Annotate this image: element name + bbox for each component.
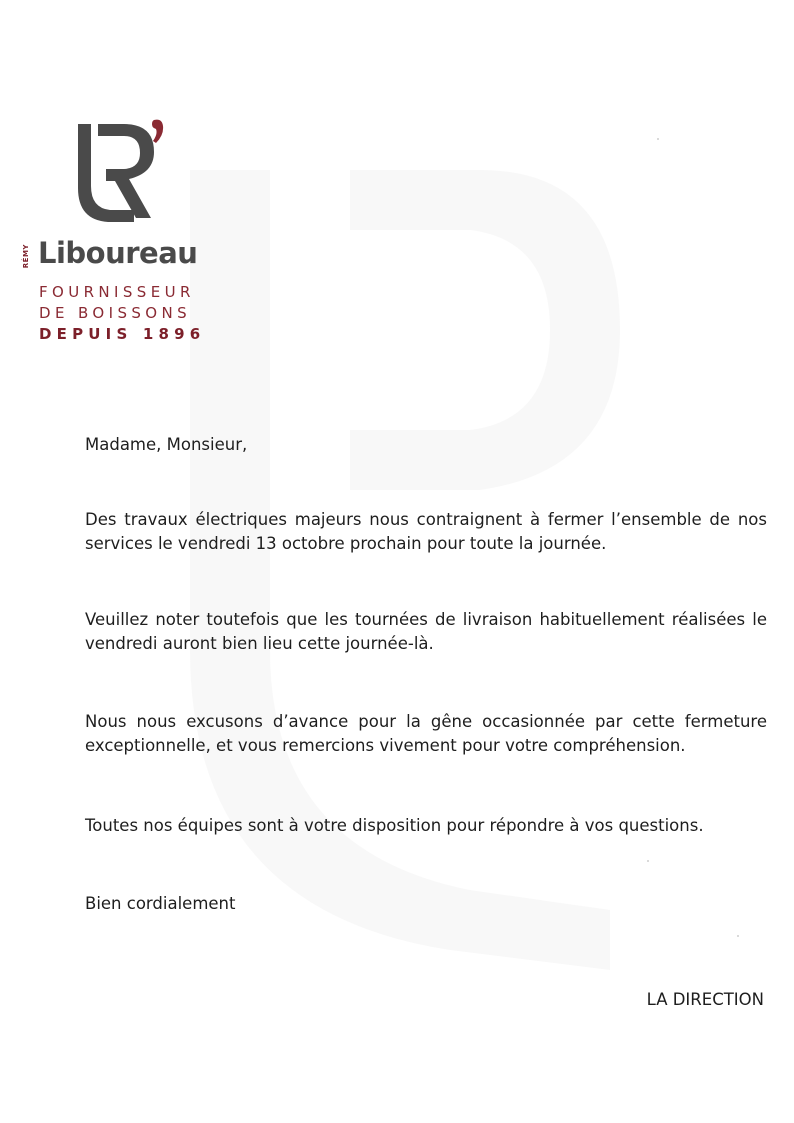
scan-speck: [647, 860, 649, 862]
paragraph-delivery-note: Veuillez noter toutefois que les tournées de livraison habituellement réalisées le vendredi auront bien lieu cette journée-là.: [85, 610, 767, 653]
paragraph-closure-notice: Des travaux électriques majeurs nous contraignent à fermer l’ensemble de nos services le vendredi 13 octobre prochain pour toute la journée.: [85, 510, 767, 553]
paragraph-apology: Nous nous excusons d’avance pour la gêne occasionnée par cette fermeture exceptionnelle, et vous remercions vivement pour votre compréhension.: [85, 712, 767, 755]
scan-speck: [737, 935, 739, 937]
tagline-line-2: DE BOISSONS: [39, 304, 192, 322]
tagline-line-3: DEPUIS 1896: [39, 325, 206, 343]
scan-speck: [657, 138, 659, 140]
tagline-line-1: FOURNISSEUR: [39, 283, 195, 301]
company-letterhead: [18, 118, 218, 348]
company-logo-icon: [74, 118, 174, 228]
closing: Bien cordialement: [85, 894, 236, 913]
signature: LA DIRECTION: [646, 990, 764, 1009]
background-watermark-logo: [150, 130, 670, 1010]
salutation: Madame, Monsieur,: [85, 435, 248, 454]
brand-name-row: [18, 236, 218, 276]
brand-prefix: RÉMY: [22, 244, 30, 269]
brand-name: Liboureau: [38, 236, 198, 270]
paragraph-availability: Toutes nos équipes sont à votre disposition pour répondre à vos questions.: [85, 816, 704, 835]
